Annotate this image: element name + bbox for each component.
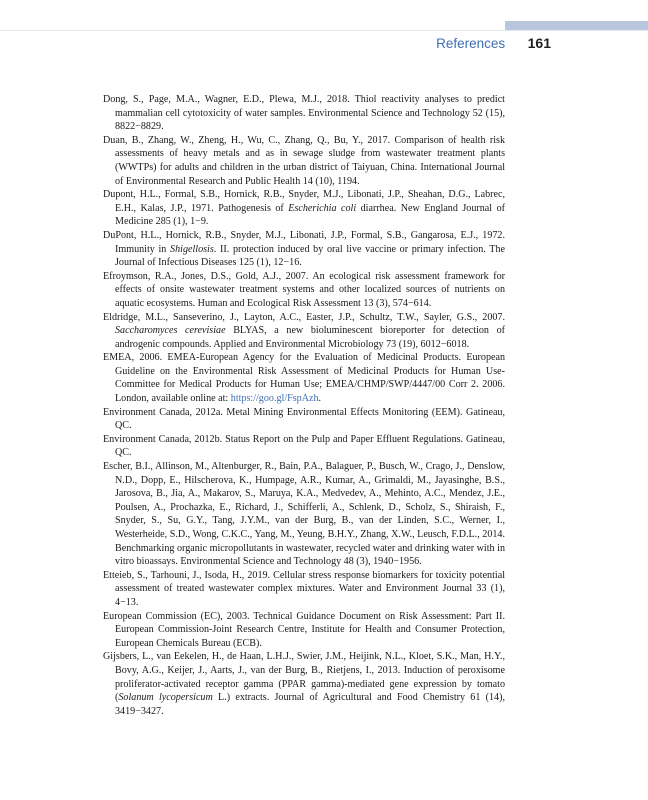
- reference-entry: [103, 229, 505, 270]
- reference-entry: [103, 569, 505, 610]
- reference-entry: [103, 406, 505, 433]
- reference-italic-term: Shigellosis: [170, 243, 214, 255]
- reference-text: Duan, B., Zhang, W., Zheng, H., Wu, C., Zhang, Q., Bu, Y., 2017. Comparison of health risk assessments of heavy metals and as in sewage sludge from wastewater treatment plants (WWTPs) for adults and children in the urban district of Taiyuan, China. International Journal of Environmental Research and Public Health 14 (10), 1194.: [103, 134, 505, 187]
- reference-entry: [103, 650, 505, 718]
- reference-entry: [103, 188, 505, 229]
- reference-text-continued: . II. protection induced by oral live vaccine or primary infection. The Journal of Infectious Diseases 125 (1), 12−16.: [115, 243, 505, 269]
- reference-list: [103, 93, 505, 718]
- reference-entry: [103, 610, 505, 651]
- reference-link[interactable]: https://goo.gl/FspAzh: [230, 393, 319, 405]
- reference-text-tail: .: [318, 393, 322, 405]
- header-accent-bar: [505, 21, 648, 30]
- reference-text: EMEA, 2006. EMEA-European Agency for the Evaluation of Medicinal Products. European Guideline on the Environmental Risk Assessment of Medicinal Products for Human Use-Committee for Medical Products for Human Use; EMEA/CHMP/SWP/4447/00 Corr 2. 2006. London, available online at:: [103, 352, 505, 405]
- reference-text: Etteieb, S., Tarhouni, J., Isoda, H., 2019. Cellular stress response biomarkers for toxicity potential assessment of treated wastewater complex mixtures. Water and Environment Journal 33 (1), 4−13.: [103, 569, 505, 608]
- reference-entry: [103, 433, 505, 460]
- reference-entry: [103, 351, 505, 405]
- reference-text: Efroymson, R.A., Jones, D.S., Gold, A.J., 2007. An ecological risk assessment framework for effects of onsite wastewater treatment systems and other localized sources of nutrients on aquatic ecosystems. Human and Ecological Risk Assessment 13 (3), 574−614.: [103, 270, 505, 309]
- reference-text: Environment Canada, 2012a. Metal Mining Environmental Effects Monitoring (EEM). Gatineau, QC.: [103, 406, 505, 432]
- header-rule: [0, 30, 648, 31]
- reference-entry: [103, 93, 505, 134]
- reference-text-continued: BLYAS, a new bioluminescent bioreporter for detection of androgenic compounds. Applied and Environmental Microbiology 73 (19), 6012−6018.: [115, 325, 506, 350]
- section-title: References: [436, 36, 506, 51]
- page-number: 161: [527, 35, 551, 51]
- reference-italic-term: Solanum lycopersicum: [118, 692, 213, 704]
- reference-text-continued: L.) extracts. Journal of Agricultural and Food Chemistry 61 (14), 3419−3427.: [115, 692, 505, 717]
- reference-text: Dupont, H.L., Formal, S.B., Hornick, R.B., Snyder, M.J., Libonati, J.P., Sheahan, D.G., Labrec, E.H., Kalas, J.P., 1971. Pathogenesis of: [103, 189, 505, 214]
- reference-italic-term: Escherichia coli: [288, 202, 357, 214]
- reference-entry: [103, 460, 505, 569]
- reference-entry: [103, 134, 505, 188]
- reference-text: Eldridge, M.L., Sanseverino, J., Layton, A.C., Easter, J.P., Schultz, T.W., Sayler, G.S., 2007.: [103, 311, 505, 323]
- reference-text: DuPont, H.L., Hornick, R.B., Snyder, M.J., Libonati, J.P., Formal, S.B., Gangarosa, E.J., 1972. Immunity in: [103, 229, 505, 255]
- reference-text: Dong, S., Page, M.A., Wagner, E.D., Plewa, M.J., 2018. Thiol reactivity analyses to predict mammalian cell cytotoxicity of water samples. Environmental Science and Technology 52 (15), 8822−8829.: [103, 94, 505, 133]
- reference-entry: [103, 270, 505, 311]
- reference-text: Environment Canada, 2012b. Status Report on the Pulp and Paper Effluent Regulations. Gatineau, QC.: [103, 433, 505, 459]
- reference-text-continued: diarrhea. New England Journal of Medicine 285 (1), 1−9.: [115, 202, 505, 228]
- reference-text: Escher, B.I., Allinson, M., Altenburger, R., Bain, P.A., Balaguer, P., Busch, W., Crago, J., Denslow, N.D., Dopp, E., Hilscherova, K., Humpage, A.R., Kumar, A., Grimaldi, M., Jayasinghe, B.S., Jarosova, B., Jia, A., Makarov, S., Maruya, K.A., Medvedev, A., Mehinto, A.C., Mendez, J.E., Poulsen, A., Prochazka, E., Richard, J., Schifferli, A., Schlenk, D., Scholz, S., Shiraish, F., Snyder, S., Su, G.Y., Tang, J.Y.M., van der Burg, B., van der Linden, S.C., Werner, I., Westerheide, S.D., Wong, C.K.C., Yang, M., Yeung, B.H.Y., Zhang, X.W., Leusch, F.D.L., 2014. Benchmarking organic micropollutants in wastewater, recycled water and drinking water with in vitro bioassays. Environmental Science and Technology 48 (3), 1940−1956.: [103, 461, 505, 568]
- reference-entry: [103, 311, 505, 352]
- reference-text: Gijsbers, L., van Eekelen, H., de Haan, L.H.J., Swier, J.M., Heijink, N.L., Kloet, S.K., Man, H.Y., Bovy, A.G., Keijer, J., Aarts, J., van der Burg, B., Rietjens, I., 2013. Induction of peroxisome proliferator-activated receptor gamma (PPAR gamma)-mediated gene expression by tomato (: [103, 651, 505, 704]
- reference-italic-term: Saccharomyces cerevisiae: [115, 325, 226, 337]
- running-head: [0, 35, 551, 53]
- reference-text: European Commission (EC), 2003. Technical Guidance Document on Risk Assessment: Part II. European Commission-Joint Research Centre, Institute for Health and Consumer Protection, European Chemicals Bureau (ECB).: [103, 610, 505, 649]
